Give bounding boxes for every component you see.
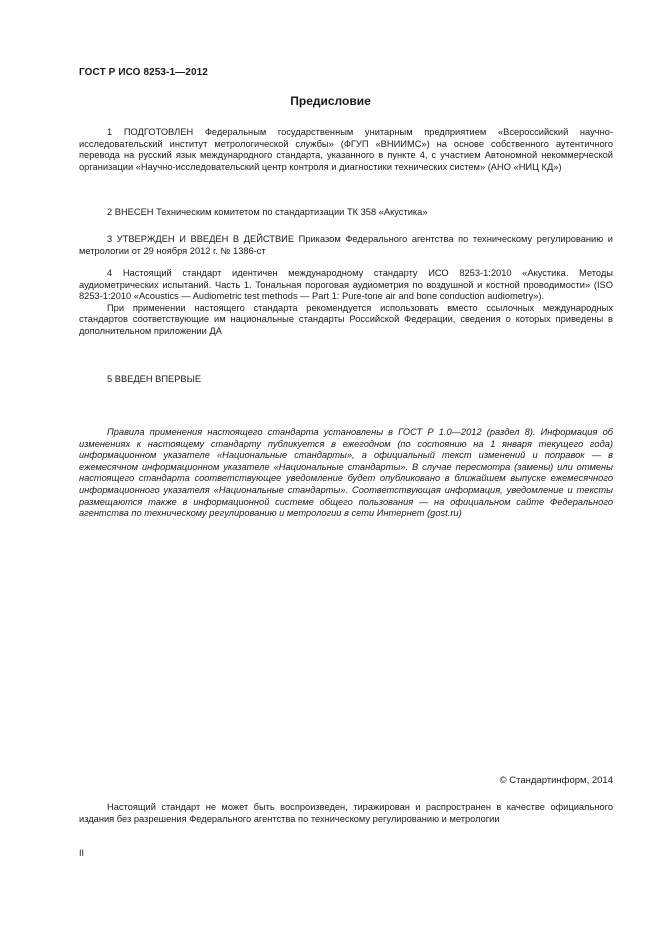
reproduction-notice xyxy=(79,802,613,825)
application-rules-notice xyxy=(79,427,613,520)
section-5-text: 5 ВВЕДЕН ВПЕРВЫЕ xyxy=(107,374,202,384)
document-code: ГОСТ Р ИСО 8253-1—2012 xyxy=(79,67,208,78)
copyright-line: © Стандартинформ, 2014 xyxy=(499,775,613,786)
reproduction-notice-text: Настоящий стандарт не может быть воспроизведен, тиражирован и распространен в качестве официального издания без разрешения Федерального агентства по техническому регулированию и метрологии xyxy=(79,802,613,824)
section-4-text: 4 Настоящий стандарт идентичен международному стандарту ИСО 8253-1:2010 «Акустика. Методы аудиометрических испытаний. Часть 1. Тональная пороговая аудиометрия по воздушной и костной проводимости» (ISO 8253-1:2010 «Acoustics — Audiometric test methods — Part 1: Pure-tone air and bone conduction audiometry»). xyxy=(79,268,613,302)
section-3 xyxy=(79,234,613,257)
page-number: II xyxy=(79,848,85,858)
section-1 xyxy=(79,127,613,173)
notice-text: Правила применения настоящего стандарта установлены в ГОСТ Р 1.0—2012 (раздел 8). Информация об изменениях к настоящему стандарту публикуется в ежегодном (по состоянию на 1 января текущего года) информационном указателе «Национальные стандарты», а официальный текст изменений и поправок — в ежемесячном информационном указателе «Национальные стандарты». В случае пересмотра (замены) или отмены настоящего стандарта соответствующее уведомление будет опубликовано в ближайшем выпуске ежемесячного информационного указателя «Национальные стандарты». Соответствующая информация, уведомление и тексты размещаются также в информационной системе общего пользования — на официальном сайте Федерального агентства по техническому регулированию и метрологии в сети Интернет (gost.ru) xyxy=(79,427,613,519)
section-2 xyxy=(79,207,613,219)
section-4-note: При применении настоящего стандарта рекомендуется использовать вместо ссылочных международных стандартов соответствующие им национальные стандарты Российской Федерации, сведения о которых приведены в дополнительном приложении ДА xyxy=(79,302,613,336)
page-title: Предисловие xyxy=(290,94,371,108)
section-4 xyxy=(79,268,613,338)
section-2-text: 2 ВНЕСЕН Техническим комитетом по стандартизации ТК 358 «Акустика» xyxy=(107,207,428,217)
section-1-text: 1 ПОДГОТОВЛЕН Федеральным государственным унитарным предприятием «Всероссийский научно-исследовательский институт метрологической службы» (ФГУП «ВНИИМС») на основе собственного аутентичного перевода на русский язык международного стандарта, указанного в пункте 4, с участием Автономной некоммерческой организации «Научно-исследовательский центр контроля и диагностики технических систем» (АНО «НИЦ КД») xyxy=(79,127,613,172)
section-3-text: 3 УТВЕРЖДЕН И ВВЕДЕН В ДЕЙСТВИЕ Приказом Федерального агентства по техническому регулированию и метрологии от 29 ноября 2012 г. № 1386-ст xyxy=(79,234,613,256)
section-5 xyxy=(79,374,613,386)
